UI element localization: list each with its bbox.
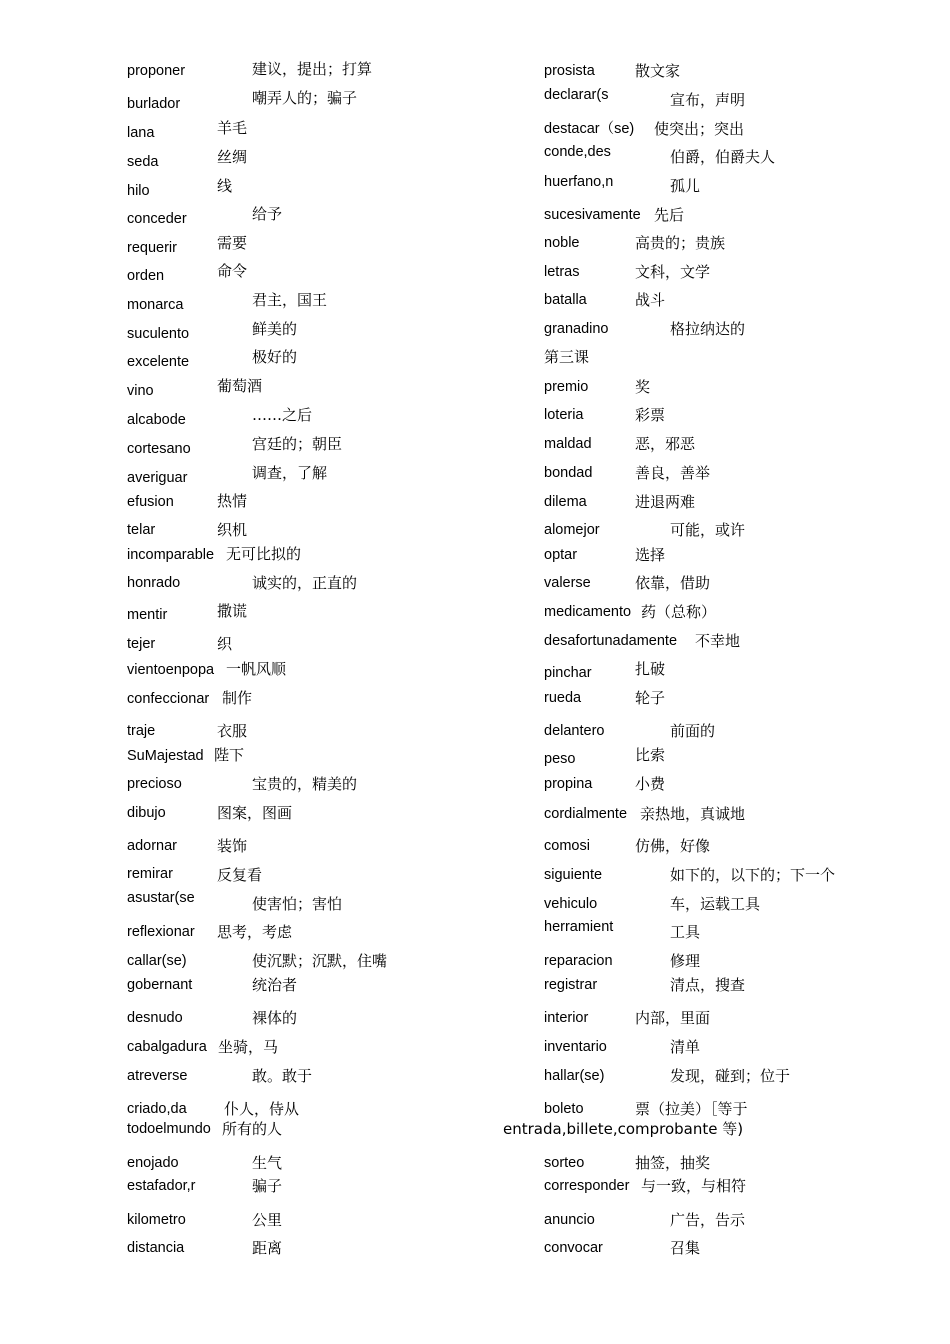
entry [127,1120,283,1138]
translation: 君主，国王 [252,291,328,309]
translation: 使害怕；害怕 [252,895,343,913]
entry [544,976,746,994]
entry [544,521,746,539]
entry [544,1177,747,1195]
translation: 极好的 [252,348,298,366]
word: asustar(se [127,890,195,906]
entry [544,837,711,855]
word: alcabode [127,412,186,428]
word: lana [127,125,155,141]
entry [544,952,701,970]
translation: 文科，文学 [635,263,711,281]
entry [544,1009,711,1027]
translation: 诚实的，正直的 [252,574,358,592]
translation: 制作 [222,689,253,707]
entry [127,234,248,257]
translation: 召集 [670,1239,701,1257]
translation: 生气 [252,1154,283,1172]
translation: 线 [217,177,233,195]
entry [544,435,696,453]
word: valerse [544,575,591,591]
entry [544,1154,711,1172]
word: hilo [127,183,150,199]
translation: 小费 [635,775,666,793]
word: cordialmente [544,806,628,822]
entry [127,775,358,793]
translation: 陛下 [214,746,245,764]
translation: 恶，邪恶 [635,435,696,453]
translation: 不幸地 [695,632,741,650]
entry [544,805,746,823]
lesson-title: 第三课 [544,348,590,366]
word: suculento [127,326,190,342]
translation: 裸体的 [252,1009,298,1027]
translation: 所有的人 [222,1120,283,1138]
translation: 清单 [670,1038,701,1056]
word: remirar [127,866,173,882]
entry [127,464,328,487]
translation: 清点，搜查 [670,976,746,994]
word: mentir [127,607,168,623]
entry [544,1067,791,1085]
translation: 无可比拟的 [226,545,302,563]
entry [544,1239,701,1257]
translation: 使沉默；沉默，住嘴 [252,952,388,970]
entry [127,205,283,228]
translation: 善良，善举 [635,464,711,482]
word: proponer [127,63,186,79]
word: cabalgadura [127,1039,207,1055]
translation: 葡萄酒 [217,377,263,395]
word: inventario [544,1039,607,1055]
entry [127,1009,298,1027]
entry [544,120,745,138]
word: medicamento [544,604,632,620]
word: reflexionar [127,924,195,940]
word: destacar（se) [544,121,635,137]
entry [544,1100,748,1118]
entry [127,377,263,400]
translation: 坐骑，马 [218,1038,279,1056]
entry [127,119,248,142]
entry [127,521,248,539]
word: distancia [127,1240,185,1256]
entry [127,804,293,822]
word: dibujo [127,805,166,821]
translation: 命令 [217,262,248,280]
word: vehiculo [544,896,598,912]
entry [127,689,253,708]
word: orden [127,268,165,284]
word: batalla [544,292,587,308]
word: bondad [544,465,593,481]
word: letras [544,264,580,280]
word: enojado [127,1155,179,1171]
word: boleto [544,1101,584,1117]
lesson-heading [544,348,589,367]
word: herramient [544,919,614,935]
entry [127,177,233,200]
entry [544,603,717,621]
entry [544,689,666,707]
translation: 撒谎 [217,602,248,620]
translation: 如下的，以下的；下一个 [670,866,836,884]
entry [127,545,302,564]
entry [127,320,298,343]
word: honrado [127,575,181,591]
word: gobernant [127,977,193,993]
word: delantero [544,723,605,739]
word: sorteo [544,1155,585,1171]
word: desnudo [127,1010,183,1026]
word: confeccionar [127,691,210,707]
word: atreverse [127,1068,188,1084]
entry [544,263,711,281]
entry [127,722,248,740]
translation: 衣服 [217,722,248,740]
entry [544,86,746,109]
entry [127,1239,283,1257]
translation: 战斗 [635,291,666,309]
translation: 伯爵，伯爵夫人 [670,148,776,166]
entry [544,406,666,424]
entry [127,89,358,113]
translation: 骗子 [252,1177,283,1195]
translation: 修理 [670,952,701,970]
entry [127,1100,300,1118]
translation: 一帆风顺 [226,660,287,678]
word: precioso [127,776,182,792]
word: SuMajestad [127,748,204,764]
translation: 调查，了解 [252,464,328,482]
word: excelente [127,354,190,370]
translation: 选择 [635,546,666,564]
translation: 比索 [635,746,666,764]
word: sucesivamente [544,207,641,223]
entry [544,546,666,564]
word: hallar(se) [544,1068,605,1084]
word: traje [127,723,156,739]
entry [127,435,343,458]
word: incomparable [127,547,215,563]
word: convocar [544,1240,603,1256]
word: kilometro [127,1212,186,1228]
entry [127,291,328,314]
translation: 图案，图画 [217,804,293,822]
translation: 可能，或许 [670,521,746,539]
translation: 丝绸 [217,148,248,166]
entry [544,62,681,80]
translation: 给予 [252,205,283,223]
entry [544,574,711,592]
entry [127,262,248,285]
entry [544,918,701,941]
entry [127,660,287,679]
word: desafortunadamente [544,633,678,649]
entry [544,1211,746,1229]
translation: 抽签，抽奖 [635,1154,711,1172]
word: criado,da [127,1101,187,1117]
entry [544,291,666,309]
word: reparacion [544,953,613,969]
word: huerfano,n [544,174,614,190]
word: conceder [127,211,187,227]
word: estafador,r [127,1178,196,1194]
entry [544,866,836,884]
translation: 公里 [252,1211,283,1229]
entry [127,889,343,913]
translation: 反复看 [217,866,263,884]
entry [544,464,711,482]
translation: 建议，提出；打算 [252,60,373,78]
word: requerir [127,240,177,256]
translation-continuation: entrada,billete,comprobante 等) [503,1120,744,1138]
translation: 内部，里面 [635,1009,711,1027]
word: burlador [127,96,181,112]
word: callar(se) [127,953,187,969]
translation: 宣布，声明 [670,91,746,109]
entry [544,493,696,511]
translation: 车，运载工具 [670,895,761,913]
translation: 与一致，与相符 [641,1177,747,1195]
word: noble [544,235,580,251]
entry [127,602,248,624]
translation: 统治者 [252,976,298,994]
translation: 宝贵的，精美的 [252,775,358,793]
word: efusion [127,494,174,510]
entry [544,1038,701,1056]
translation: 亲热地，真诚地 [640,805,746,823]
entry [544,895,761,913]
entry [127,406,313,429]
word: declarar(s [544,87,609,103]
word: prosista [544,63,595,79]
translation: 扎破 [635,660,666,678]
entry [127,976,298,994]
translation: 距离 [252,1239,283,1257]
word: averiguar [127,470,188,486]
translation: 思考，考虑 [217,923,293,941]
word: corresponder [544,1178,630,1194]
entry [127,865,263,884]
translation: 鲜美的 [252,320,298,338]
translation: 轮子 [635,689,666,707]
entry [544,320,746,338]
entry [544,378,651,396]
translation: 嘲弄人的；骗子 [252,89,358,107]
word: todoelmundo [127,1121,211,1137]
word: alomejor [544,522,600,538]
translation: 发现，碰到；位于 [670,1067,791,1085]
translation: 羊毛 [217,119,248,137]
entry [544,632,741,650]
entry [127,574,358,592]
entry [544,660,666,682]
word: anuncio [544,1212,595,1228]
translation: 织机 [217,521,248,539]
word: adornar [127,838,177,854]
translation: 仿佛，好像 [635,837,711,855]
translation: 格拉纳达的 [670,320,746,338]
word: tejer [127,636,156,652]
word: registrar [544,977,598,993]
translation: 仆人，侍从 [224,1100,300,1118]
entry [544,722,716,740]
entry [127,635,233,653]
translation: 工具 [670,923,701,941]
word: premio [544,379,589,395]
translation: ……之后 [252,406,313,424]
entry [127,1211,283,1229]
entry [127,923,293,941]
translation: 敢。敢于 [252,1067,313,1085]
word: pinchar [544,665,592,681]
translation: 前面的 [670,722,716,740]
word: vientoenpopa [127,662,215,678]
translation: 装饰 [217,837,248,855]
translation: 彩票 [635,406,666,424]
translation: 热情 [217,492,248,510]
translation: 散文家 [635,62,681,80]
translation: 孤儿 [670,177,701,195]
entry [544,143,776,166]
word: propina [544,776,593,792]
word: interior [544,1010,589,1026]
word: cortesano [127,441,191,457]
entry [127,1067,313,1085]
entry [127,1177,283,1195]
word: loteria [544,407,584,423]
word: comosi [544,838,590,854]
word: peso [544,751,576,767]
entry [544,746,666,768]
entry [544,173,701,195]
entry [127,148,248,171]
entry [127,837,248,855]
translation: 宫廷的；朝臣 [252,435,343,453]
word: vino [127,383,154,399]
word: rueda [544,690,582,706]
translation: 依靠，借助 [635,574,711,592]
word: optar [544,547,578,563]
translation: 织 [217,635,233,653]
entry [127,1154,283,1172]
entry [127,746,245,765]
translation: 药（总称） [641,603,717,621]
translation: 需要 [217,234,248,252]
word: siguiente [544,867,603,883]
word: granadino [544,321,609,337]
entry [544,234,726,252]
entry [127,952,388,970]
word: dilema [544,494,587,510]
word: seda [127,154,159,170]
translation: 进退两难 [635,493,696,511]
translation: 票（拉美）［等于 [635,1100,748,1118]
word: telar [127,522,156,538]
entry [544,206,685,224]
entry [127,348,298,371]
translation: 使突出；突出 [654,120,745,138]
translation: 广告，告示 [670,1211,746,1229]
entry [127,1038,279,1056]
translation: 先后 [654,206,685,224]
translation: 高贵的；贵族 [635,234,726,252]
word: monarca [127,297,184,313]
translation: 奖 [635,378,651,396]
word: conde,des [544,144,611,160]
word: maldad [544,436,592,452]
entry [127,60,373,80]
entry [127,492,248,511]
entry [544,775,666,793]
